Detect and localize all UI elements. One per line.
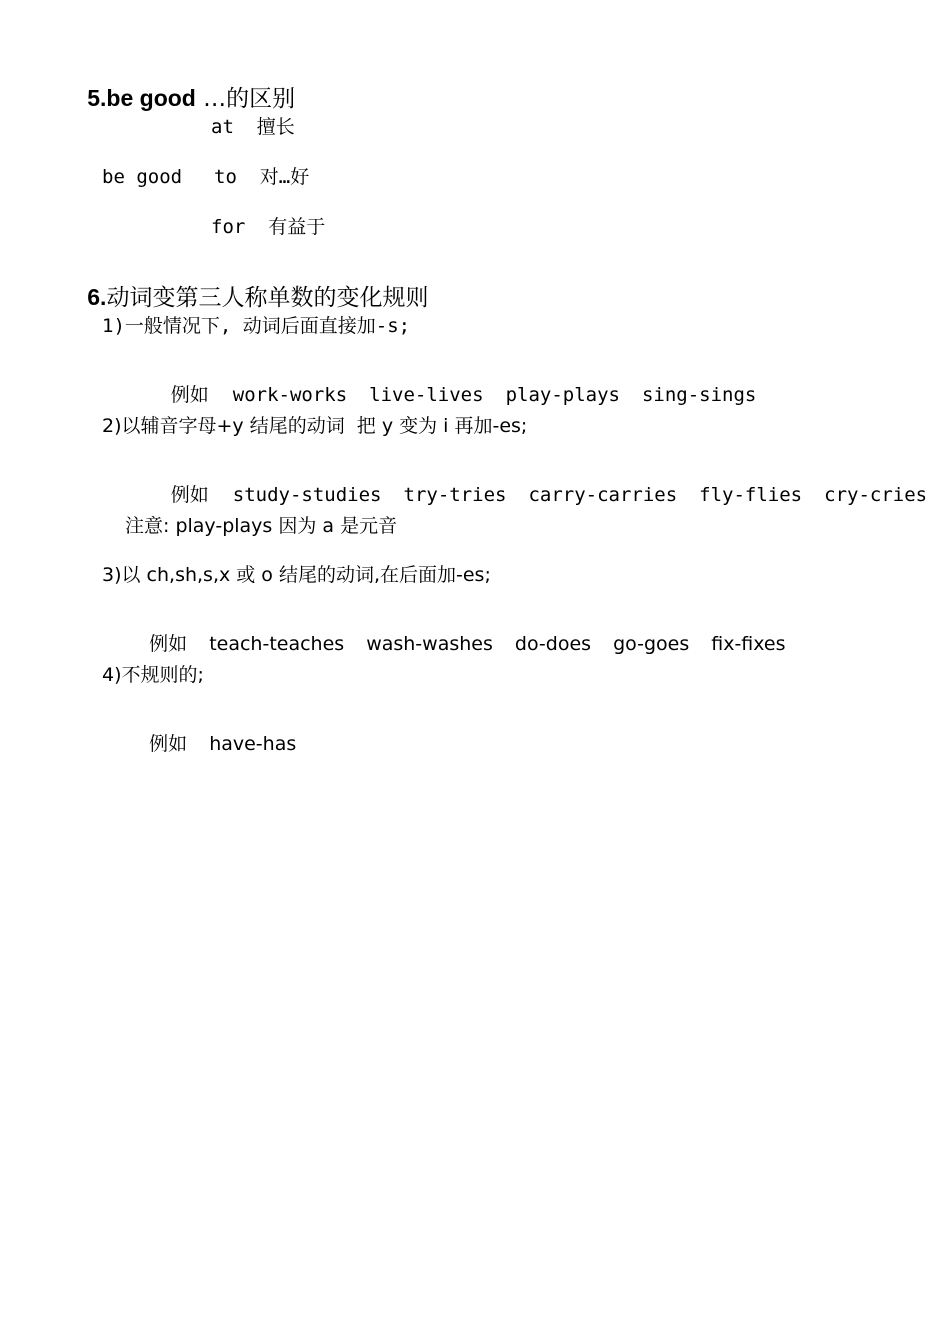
example-item: fix-fixes bbox=[711, 633, 786, 655]
example-item: cry-cries bbox=[824, 484, 928, 506]
rule-4-examples bbox=[125, 716, 296, 773]
section-5-title-bold: 5.be good bbox=[87, 85, 196, 111]
rule-2-note: 注意: play-plays 因为 a 是元音 bbox=[125, 515, 398, 537]
be-good-to-line: to 对…好 bbox=[214, 166, 310, 188]
example-item: teach-teaches bbox=[209, 633, 345, 655]
example-item: work-works bbox=[232, 384, 348, 406]
example-item: play-plays bbox=[505, 384, 620, 406]
be-good-at-line: at 擅长 bbox=[211, 116, 295, 138]
example-item: carry-carries bbox=[528, 484, 678, 506]
section-6-title-rest: 动词变第三人称单数的变化规则 bbox=[106, 285, 429, 311]
example-item: wash-washes bbox=[366, 633, 493, 655]
example-item: do-does bbox=[514, 633, 592, 655]
example-label: 例如 bbox=[149, 633, 188, 655]
be-good-for-line: for 有益于 bbox=[211, 216, 326, 238]
example-item: go-goes bbox=[613, 633, 690, 655]
rule-3-text: 3)以 ch,sh,s,x 或 o 结尾的动词,在后面加-es; bbox=[102, 564, 491, 586]
example-label: 例如 bbox=[149, 733, 188, 755]
rule-1-text: 1)一般情况下, 动词后面直接加-s; bbox=[102, 315, 411, 337]
example-item: try-tries bbox=[403, 484, 507, 506]
section-5-title-rest: …的区别 bbox=[195, 86, 296, 112]
rule-2-text: 2)以辅音字母+y 结尾的动词 把 y 变为 i 再加-es; bbox=[102, 415, 528, 437]
example-label: 例如 bbox=[170, 384, 209, 406]
example-item: fly-flies bbox=[699, 484, 803, 506]
example-item: have-has bbox=[209, 733, 297, 755]
example-item: live-lives bbox=[369, 384, 484, 406]
rule-4-text: 4)不规则的; bbox=[102, 664, 204, 686]
example-item: sing-sings bbox=[641, 384, 757, 406]
rule-3-examples bbox=[125, 616, 786, 673]
be-good-label: be good bbox=[102, 166, 183, 188]
example-item: study-studies bbox=[232, 484, 382, 506]
section-6-title-bold: 6. bbox=[87, 284, 107, 310]
example-label: 例如 bbox=[170, 484, 209, 506]
